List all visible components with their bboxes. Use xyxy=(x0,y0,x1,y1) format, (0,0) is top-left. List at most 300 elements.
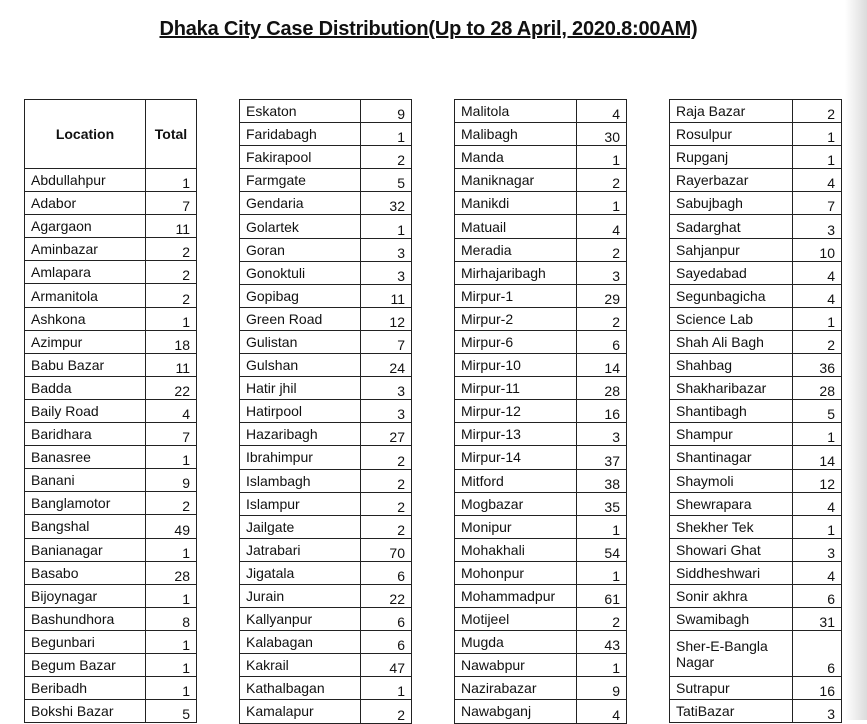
total-cell: 5 xyxy=(146,700,197,723)
table-row xyxy=(25,169,197,192)
location-cell: Hatir jhil xyxy=(240,377,361,400)
location-cell: Ibrahimpur xyxy=(240,446,361,469)
total-cell: 32 xyxy=(361,192,412,215)
location-cell: Goran xyxy=(240,238,361,261)
table-row xyxy=(25,353,197,376)
location-cell: Banglamotor xyxy=(25,492,146,515)
table-row xyxy=(455,654,627,677)
table-row xyxy=(25,307,197,330)
case-table-col-4 xyxy=(669,99,842,723)
total-cell: 37 xyxy=(577,446,627,469)
table-row xyxy=(25,630,197,653)
location-cell: Science Lab xyxy=(670,307,793,330)
total-cell: 10 xyxy=(793,238,842,261)
location-cell: Maniknagar xyxy=(455,169,577,192)
location-cell: Amlapara xyxy=(25,261,146,284)
table-row xyxy=(240,423,412,446)
table-row xyxy=(240,146,412,169)
location-cell: Mitford xyxy=(455,469,577,492)
location-cell: Shahbag xyxy=(670,354,793,377)
location-cell: Sabujbagh xyxy=(670,192,793,215)
table-row xyxy=(455,677,627,700)
table-row xyxy=(240,215,412,238)
total-cell: 1 xyxy=(361,123,412,146)
location-cell: Nazirabazar xyxy=(455,677,577,700)
location-cell: Gonoktuli xyxy=(240,261,361,284)
table-row xyxy=(240,654,412,677)
total-cell: 47 xyxy=(361,654,412,677)
table-row xyxy=(25,399,197,422)
location-cell: Kakrail xyxy=(240,654,361,677)
location-cell: Basabo xyxy=(25,561,146,584)
table-row xyxy=(455,146,627,169)
table-row xyxy=(455,100,627,123)
location-cell: Kallyanpur xyxy=(240,608,361,631)
total-cell: 11 xyxy=(361,284,412,307)
location-cell: Faridabagh xyxy=(240,123,361,146)
location-cell: Mirpur-2 xyxy=(455,307,577,330)
table-row xyxy=(240,192,412,215)
table-row xyxy=(240,608,412,631)
total-cell: 4 xyxy=(577,100,627,123)
total-cell: 12 xyxy=(793,469,842,492)
total-cell: 6 xyxy=(361,608,412,631)
table-row xyxy=(455,284,627,307)
total-cell: 1 xyxy=(793,307,842,330)
table-row xyxy=(25,192,197,215)
total-cell: 2 xyxy=(577,608,627,631)
table-row xyxy=(670,215,842,238)
table-row xyxy=(670,284,842,307)
total-cell: 3 xyxy=(577,261,627,284)
location-cell: Eskaton xyxy=(240,100,361,123)
location-header: Location xyxy=(25,100,146,169)
total-cell: 6 xyxy=(793,631,842,677)
total-cell: 30 xyxy=(577,123,627,146)
location-cell: Mirpur-10 xyxy=(455,354,577,377)
total-cell: 4 xyxy=(577,215,627,238)
location-cell: Gulistan xyxy=(240,330,361,353)
table-row xyxy=(25,376,197,399)
table-row xyxy=(670,469,842,492)
total-cell: 14 xyxy=(577,354,627,377)
total-cell: 1 xyxy=(577,515,627,538)
total-cell: 2 xyxy=(146,238,197,261)
table-row xyxy=(670,238,842,261)
location-cell: Raja Bazar xyxy=(670,100,793,123)
table-row xyxy=(240,492,412,515)
table-row xyxy=(240,123,412,146)
total-cell: 61 xyxy=(577,584,627,607)
table-row xyxy=(670,192,842,215)
total-cell: 28 xyxy=(577,377,627,400)
total-cell: 4 xyxy=(793,284,842,307)
location-cell: Islampur xyxy=(240,492,361,515)
location-cell: Rayerbazar xyxy=(670,169,793,192)
total-cell: 2 xyxy=(793,100,842,123)
location-cell: Green Road xyxy=(240,307,361,330)
location-cell: Nawabpur xyxy=(455,654,577,677)
table-row xyxy=(455,261,627,284)
total-cell: 11 xyxy=(146,353,197,376)
location-cell: Abdullahpur xyxy=(25,169,146,192)
location-cell: Sonir akhra xyxy=(670,584,793,607)
total-cell: 1 xyxy=(577,654,627,677)
location-cell: Sayedabad xyxy=(670,261,793,284)
table-row xyxy=(455,469,627,492)
table-row xyxy=(455,631,627,654)
table-row xyxy=(455,330,627,353)
table-row xyxy=(240,538,412,561)
table-row xyxy=(240,515,412,538)
total-cell: 49 xyxy=(146,515,197,538)
table-row xyxy=(25,653,197,676)
table-row xyxy=(240,631,412,654)
location-cell: Segunbagicha xyxy=(670,284,793,307)
location-cell: Shaymoli xyxy=(670,469,793,492)
location-cell: Banasree xyxy=(25,446,146,469)
total-cell: 5 xyxy=(793,400,842,423)
location-cell: Siddheshwari xyxy=(670,561,793,584)
table-row xyxy=(670,307,842,330)
total-cell: 3 xyxy=(793,538,842,561)
case-table-col-2 xyxy=(239,99,412,724)
total-cell: 4 xyxy=(793,261,842,284)
total-cell: 2 xyxy=(146,261,197,284)
table-row xyxy=(670,538,842,561)
location-cell: Adabor xyxy=(25,192,146,215)
table-row xyxy=(240,469,412,492)
location-cell: Mohonpur xyxy=(455,561,577,584)
total-header: Total xyxy=(146,100,197,169)
location-cell: Islambagh xyxy=(240,469,361,492)
location-cell: Shekher Tek xyxy=(670,515,793,538)
total-cell: 12 xyxy=(361,307,412,330)
location-cell: Mirpur-14 xyxy=(455,446,577,469)
table-row xyxy=(670,169,842,192)
table-row xyxy=(25,238,197,261)
table-row xyxy=(670,584,842,607)
total-cell: 6 xyxy=(793,584,842,607)
total-cell: 6 xyxy=(361,561,412,584)
total-cell: 54 xyxy=(577,538,627,561)
location-cell: Rupganj xyxy=(670,146,793,169)
location-cell: TatiBazar xyxy=(670,700,793,723)
table-row xyxy=(25,584,197,607)
total-cell: 7 xyxy=(793,192,842,215)
table-row xyxy=(670,261,842,284)
location-cell: Mirpur-11 xyxy=(455,377,577,400)
table-row xyxy=(455,238,627,261)
location-cell: Jailgate xyxy=(240,515,361,538)
location-cell: Kalabagan xyxy=(240,631,361,654)
location-cell: Bashundhora xyxy=(25,607,146,630)
total-cell: 1 xyxy=(361,677,412,700)
table-row xyxy=(240,377,412,400)
table-row xyxy=(240,330,412,353)
location-cell: Mugda xyxy=(455,631,577,654)
table-row xyxy=(670,146,842,169)
total-cell: 3 xyxy=(361,238,412,261)
table-row xyxy=(240,561,412,584)
table-row xyxy=(670,100,842,123)
location-cell: Shakharibazar xyxy=(670,377,793,400)
total-cell: 1 xyxy=(146,446,197,469)
total-cell: 3 xyxy=(361,377,412,400)
table-row xyxy=(455,169,627,192)
total-cell: 1 xyxy=(577,192,627,215)
total-cell: 36 xyxy=(793,354,842,377)
table-row xyxy=(670,400,842,423)
total-cell: 1 xyxy=(793,123,842,146)
total-cell: 3 xyxy=(361,261,412,284)
table-row xyxy=(25,492,197,515)
location-cell: Jatrabari xyxy=(240,538,361,561)
total-cell: 35 xyxy=(577,492,627,515)
total-cell: 2 xyxy=(577,307,627,330)
table-row xyxy=(25,677,197,700)
total-cell: 1 xyxy=(793,146,842,169)
location-cell: Banani xyxy=(25,469,146,492)
table-row xyxy=(455,608,627,631)
location-cell: Sutrapur xyxy=(670,677,793,700)
total-cell: 7 xyxy=(146,192,197,215)
case-table-col-1 xyxy=(24,99,197,723)
table-row xyxy=(455,400,627,423)
location-cell: Rosulpur xyxy=(670,123,793,146)
total-cell: 1 xyxy=(361,215,412,238)
total-cell: 7 xyxy=(146,423,197,446)
total-cell: 7 xyxy=(361,330,412,353)
table-row xyxy=(25,284,197,307)
page-edge-shadow xyxy=(845,0,867,720)
total-cell: 11 xyxy=(146,215,197,238)
total-cell: 4 xyxy=(793,492,842,515)
total-cell: 14 xyxy=(793,446,842,469)
total-cell: 3 xyxy=(577,423,627,446)
table-row xyxy=(455,307,627,330)
total-cell: 6 xyxy=(361,631,412,654)
total-cell: 2 xyxy=(793,330,842,353)
table-row xyxy=(455,192,627,215)
total-cell: 2 xyxy=(361,446,412,469)
location-cell: Jigatala xyxy=(240,561,361,584)
location-cell: Mohakhali xyxy=(455,538,577,561)
total-cell: 31 xyxy=(793,608,842,631)
total-cell: 2 xyxy=(361,515,412,538)
location-cell: Begum Bazar xyxy=(25,653,146,676)
location-cell: Shantinagar xyxy=(670,446,793,469)
total-cell: 1 xyxy=(577,561,627,584)
location-cell: Shantibagh xyxy=(670,400,793,423)
location-cell: Armanitola xyxy=(25,284,146,307)
case-table-col-3 xyxy=(454,99,627,724)
table-row xyxy=(670,330,842,353)
table-row xyxy=(25,330,197,353)
location-cell: Fakirapool xyxy=(240,146,361,169)
total-cell: 1 xyxy=(146,169,197,192)
total-cell: 2 xyxy=(146,284,197,307)
location-cell: Meradia xyxy=(455,238,577,261)
table-row xyxy=(240,400,412,423)
total-cell: 9 xyxy=(577,677,627,700)
table-row xyxy=(240,100,412,123)
total-cell: 29 xyxy=(577,284,627,307)
table-row xyxy=(670,515,842,538)
location-cell: Ashkona xyxy=(25,307,146,330)
location-cell: Mirhajaribagh xyxy=(455,261,577,284)
total-cell: 5 xyxy=(361,169,412,192)
table-row xyxy=(25,446,197,469)
total-cell: 28 xyxy=(146,561,197,584)
table-row xyxy=(670,423,842,446)
total-cell: 1 xyxy=(146,584,197,607)
total-cell: 3 xyxy=(361,400,412,423)
total-cell: 4 xyxy=(793,561,842,584)
location-cell: Kathalbagan xyxy=(240,677,361,700)
location-cell: Bijoynagar xyxy=(25,584,146,607)
table-row xyxy=(240,284,412,307)
total-cell: 2 xyxy=(361,700,412,723)
table-row xyxy=(240,261,412,284)
table-row xyxy=(240,354,412,377)
location-cell: Mirpur-1 xyxy=(455,284,577,307)
total-cell: 8 xyxy=(146,607,197,630)
table-row xyxy=(455,377,627,400)
table-row xyxy=(670,631,842,677)
total-cell: 16 xyxy=(793,677,842,700)
location-cell: Azimpur xyxy=(25,330,146,353)
total-cell: 4 xyxy=(793,169,842,192)
total-cell: 6 xyxy=(577,330,627,353)
total-cell: 22 xyxy=(361,584,412,607)
table-row xyxy=(25,607,197,630)
total-cell: 27 xyxy=(361,423,412,446)
location-cell: Farmgate xyxy=(240,169,361,192)
table-row xyxy=(25,469,197,492)
table-row xyxy=(455,584,627,607)
total-cell: 16 xyxy=(577,400,627,423)
table-row xyxy=(240,307,412,330)
total-cell: 1 xyxy=(146,653,197,676)
total-cell: 9 xyxy=(146,469,197,492)
location-cell: Matuail xyxy=(455,215,577,238)
table-row xyxy=(670,377,842,400)
location-cell: Beribadh xyxy=(25,677,146,700)
table-row xyxy=(455,538,627,561)
location-cell: Agargaon xyxy=(25,215,146,238)
total-cell: 1 xyxy=(146,677,197,700)
location-cell: Baridhara xyxy=(25,423,146,446)
location-cell: Aminbazar xyxy=(25,238,146,261)
table-row xyxy=(455,492,627,515)
location-cell: Nawabganj xyxy=(455,700,577,723)
location-cell: Gopibag xyxy=(240,284,361,307)
total-cell: 24 xyxy=(361,354,412,377)
location-cell: Mirpur-6 xyxy=(455,330,577,353)
location-cell: Babu Bazar xyxy=(25,353,146,376)
table-row xyxy=(670,677,842,700)
table-row xyxy=(25,561,197,584)
table-row xyxy=(670,700,842,723)
total-cell: 1 xyxy=(577,146,627,169)
total-cell: 1 xyxy=(146,630,197,653)
location-cell: Mirpur-12 xyxy=(455,400,577,423)
table-row xyxy=(455,561,627,584)
total-cell: 70 xyxy=(361,538,412,561)
total-cell: 9 xyxy=(361,100,412,123)
location-cell: Golartek xyxy=(240,215,361,238)
location-cell: Malibagh xyxy=(455,123,577,146)
location-cell: Hatirpool xyxy=(240,400,361,423)
location-cell: Malitola xyxy=(455,100,577,123)
location-cell: Sahjanpur xyxy=(670,238,793,261)
location-cell: Begunbari xyxy=(25,630,146,653)
location-cell: Banianagar xyxy=(25,538,146,561)
total-cell: 28 xyxy=(793,377,842,400)
location-cell: Hazaribagh xyxy=(240,423,361,446)
location-cell: Mirpur-13 xyxy=(455,423,577,446)
total-cell: 2 xyxy=(361,492,412,515)
total-cell: 2 xyxy=(577,169,627,192)
table-row xyxy=(240,446,412,469)
table-row xyxy=(670,446,842,469)
location-cell: Badda xyxy=(25,376,146,399)
table-row xyxy=(670,492,842,515)
table-row xyxy=(670,561,842,584)
total-cell: 2 xyxy=(361,469,412,492)
location-cell: Baily Road xyxy=(25,399,146,422)
table-row xyxy=(455,215,627,238)
location-cell: Sadarghat xyxy=(670,215,793,238)
table-row xyxy=(240,238,412,261)
table-row xyxy=(670,608,842,631)
location-cell: Manda xyxy=(455,146,577,169)
location-cell: Sher-E-Bangla Nagar xyxy=(670,631,793,677)
total-cell: 18 xyxy=(146,330,197,353)
total-cell: 4 xyxy=(577,700,627,723)
location-cell: Gulshan xyxy=(240,354,361,377)
total-cell: 43 xyxy=(577,631,627,654)
table-row xyxy=(25,538,197,561)
location-cell: Bokshi Bazar xyxy=(25,700,146,723)
location-cell: Mohammadpur xyxy=(455,584,577,607)
table-row xyxy=(455,123,627,146)
location-cell: Swamibagh xyxy=(670,608,793,631)
table-row xyxy=(455,515,627,538)
location-cell: Bangshal xyxy=(25,515,146,538)
total-cell: 22 xyxy=(146,376,197,399)
table-row xyxy=(25,261,197,284)
location-cell: Shampur xyxy=(670,423,793,446)
total-cell: 3 xyxy=(793,700,842,723)
total-cell: 1 xyxy=(146,538,197,561)
location-cell: Shewrapara xyxy=(670,492,793,515)
location-cell: Manikdi xyxy=(455,192,577,215)
table-row xyxy=(455,423,627,446)
total-cell: 2 xyxy=(361,146,412,169)
page-title: Dhaka City Case Distribution(Up to 28 April, 2020.8:00AM) xyxy=(159,18,698,40)
total-cell: 1 xyxy=(793,423,842,446)
location-cell: Motijeel xyxy=(455,608,577,631)
total-cell: 2 xyxy=(146,492,197,515)
location-cell: Gendaria xyxy=(240,192,361,215)
total-cell: 38 xyxy=(577,469,627,492)
location-cell: Jurain xyxy=(240,584,361,607)
total-cell: 1 xyxy=(146,307,197,330)
table-row xyxy=(455,446,627,469)
table-row xyxy=(240,677,412,700)
